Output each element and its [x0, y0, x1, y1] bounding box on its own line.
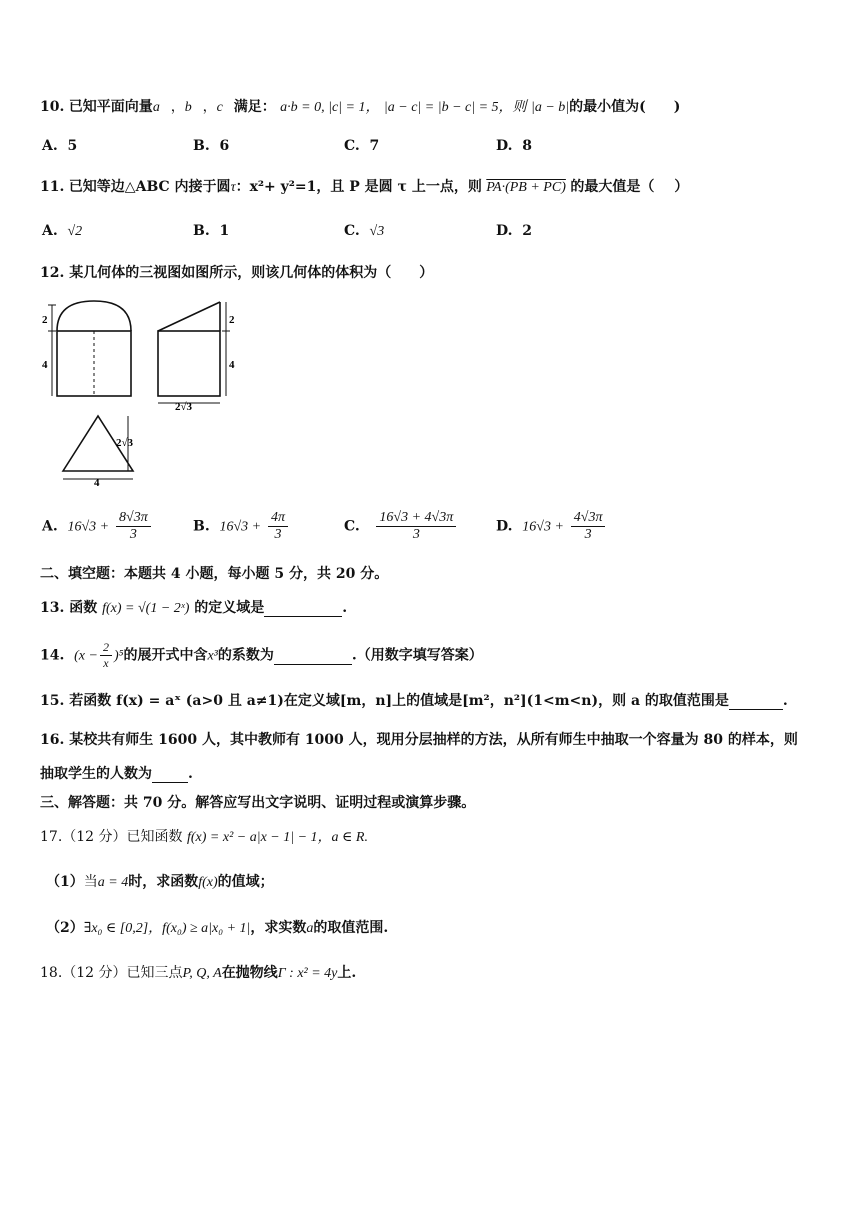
- q13-answer-blank[interactable]: [264, 600, 342, 617]
- q10-option-a: A. 5: [42, 138, 78, 154]
- top-label-4: 4: [94, 477, 100, 489]
- top-label-2sqrt3: 2√3: [116, 437, 134, 449]
- front-label-4: 4: [42, 359, 48, 371]
- q11-expr: PA·(PB + PC): [486, 180, 566, 195]
- three-view-figure: [40, 290, 240, 490]
- q10-text-c: 的最小值为(: [569, 99, 646, 115]
- q11-tau: τ: [230, 180, 236, 195]
- q11-option-a: A. √2: [42, 223, 83, 239]
- q10-text-b: 满足：: [233, 99, 276, 115]
- q13-expr: f(x) = √(1 − 2ˣ): [102, 601, 190, 616]
- section-3-heading: 三、解答题：共 70 分。解答应写出文字说明、证明过程或演算步骤。: [40, 795, 476, 811]
- q11-stem: [40, 176, 688, 196]
- vec-c: c⃗: [216, 100, 234, 115]
- q11-option-c: C. √3: [344, 223, 385, 239]
- q15-answer-blank[interactable]: [729, 693, 783, 710]
- q16-line2: 抽取学生的人数为 .: [40, 766, 193, 782]
- q10-text-a: 已知平面向量: [68, 99, 153, 115]
- q10-option-d: D. 8: [496, 138, 533, 154]
- q16-answer-blank[interactable]: [152, 766, 188, 783]
- q11-paren: ）: [674, 179, 689, 195]
- q11-text-b: ：x²+ y²=1，且 P 是圆 τ 上一点，则: [235, 179, 482, 195]
- q10-cond1: a·b = 0, |c| = 1，: [280, 100, 380, 115]
- q11-option-b: B. 1: [193, 223, 230, 239]
- q16-line1: 16. 某校共有师生 1600 人，其中教师有 1000 人，现用分层抽样的方法，从所有师生中抽取一个容量为 80 的样本，则: [40, 732, 798, 748]
- vec-a: a⃗: [152, 100, 171, 115]
- q11-text-c: 的最大值是（: [570, 179, 655, 195]
- q10-cond2: |a − c| = |b − c| = 5，则: [383, 100, 527, 115]
- q15-stem: 15. 若函数 f(x) = aˣ (a>0 且 a≠1)在定义域[m，n]上的值域是[m²，n²](1<m<n)，则 a 的取值范围是 .: [40, 693, 788, 709]
- q11-text-a: 已知等边△ABC 内接于圆: [68, 179, 231, 195]
- q13-stem: 13. 函数 f(x) = √(1 − 2ˣ) 的定义域是 .: [40, 600, 348, 616]
- side-label-2sqrt3: 2√3: [175, 401, 193, 413]
- q17-stem: 17.（12 分）已知函数 f(x) = x² − a|x − 1| − 1，a ∈ R.: [40, 829, 368, 845]
- front-label-2: 2: [42, 314, 48, 326]
- q12-option-c: C. $\frac{16√3 + 4√3\pi}{3}$: [344, 510, 458, 543]
- section-2-heading: 二、填空题：本题共 4 小题，每小题 5 分，共 20 分。: [40, 566, 389, 582]
- front-view: [48, 301, 131, 396]
- q10-option-c: C. 7: [344, 138, 380, 154]
- q14-stem: 14. (x − $\frac{2}{x}$ )⁵的展开式中含x³的系数为 .（用数字填写答案）: [40, 640, 483, 670]
- q10-stem: 10. 已知平面向量a⃗，b⃗，c⃗满足： a·b = 0, |c| = 1， |a − c| = |b − c| = 5，则 |a − b|的最小值为( ): [40, 99, 681, 115]
- q10-cond3: |a − b|: [531, 100, 570, 115]
- q17-sub2: （2）∃x₀ ∈ [0,2]，f(x₀) ≥ a|x₀ + 1|，求实数a的取值范围.: [46, 920, 389, 936]
- q12-number: 12.: [40, 265, 65, 281]
- q18-stem: 18.（12 分）已知三点P, Q, A在抛物线Γ : x² = 4y上.: [40, 965, 357, 981]
- q12-option-b: B. 16√3 + $\frac{4\pi}{3}$: [193, 510, 290, 543]
- q12-option-a: A. 16√3 + $\frac{8√3\pi}{3}$: [42, 510, 153, 543]
- q17-expr: f(x) = x² − a|x − 1| − 1，a ∈ R.: [186, 830, 368, 845]
- q11-option-d: D. 2: [496, 223, 533, 239]
- vec-b: b⃗: [184, 100, 203, 115]
- side-view: [158, 302, 230, 403]
- side-label-4: 4: [229, 359, 235, 371]
- q14-answer-blank[interactable]: [274, 648, 352, 665]
- q10-number: 10.: [40, 99, 65, 115]
- q11-number: 11.: [40, 179, 65, 195]
- q17-sub1: （1）当a = 4时，求函数f(x)的值域；: [46, 874, 274, 890]
- side-label-2: 2: [229, 314, 235, 326]
- q12-option-d: D. 16√3 + $\frac{4√3\pi}{3}$: [496, 510, 607, 543]
- q12-stem: [40, 262, 433, 282]
- q10-paren: ): [673, 99, 681, 115]
- q10-option-b: B. 6: [193, 138, 230, 154]
- q12-text: 某几何体的三视图如图所示，则该几何体的体积为（ ）: [69, 265, 434, 281]
